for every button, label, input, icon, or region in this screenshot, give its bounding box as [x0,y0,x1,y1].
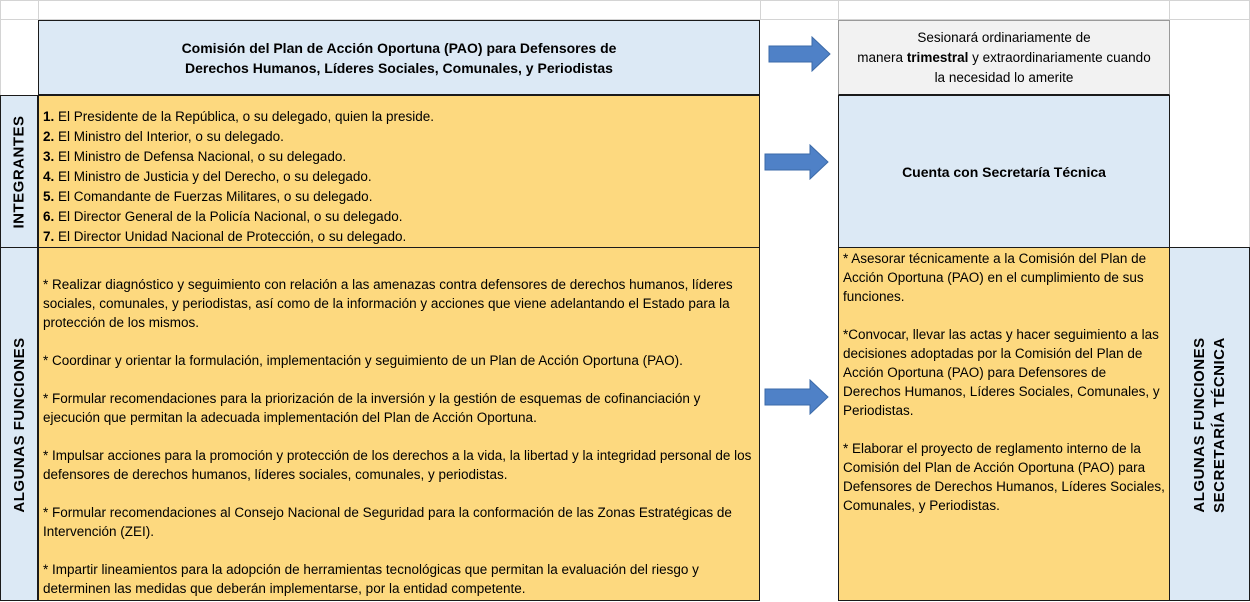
list-item: * Asesorar técnicamente a la Comisión del Plan de Acción Oportuna (PAO) en el cumplimiento de sus funciones. [843,251,1147,304]
commission-title-line2: Derechos Humanos, Líderes Sociales, Comunales, y Periodistas [185,59,613,76]
integrantes-label-cell [0,95,38,248]
gridline [1169,0,1170,20]
gridline [838,0,839,20]
list-item: * Formular recomendaciones para la priorización de la inversión y la gestión de esquemas de cofinanciación y ejecución que permitan la adecuada implementación del Plan de Acción Oportuna. [43,391,701,425]
session-note-line1: Sesionará ordinariamente de [917,29,1091,45]
commission-title-line1: Comisión del Plan de Acción Oportuna (PAO) para Defensores de [181,39,617,56]
session-frequency: trimestral [906,49,969,65]
funciones-label-cell [0,247,38,601]
gridline [0,0,1250,1]
list-item: *Convocar, llevar las actas y hacer seguimiento a las decisiones adoptadas por la Comisión del Plan de Acción Oportuna (PAO) para Defensores de Derechos Humanos, Líderes Sociales, Comunales, y Periodistas. [843,327,1160,418]
list-item: * Impartir lineamientos para la adopción de herramientas tecnológicas que permitan la evaluación del riesgo y determinen las medidas que deberán implementarse, por la entidad competente. [43,562,699,596]
list-item: 2. El Ministro del Interior, o su delegado. [43,129,284,144]
secretaria-box [838,95,1170,248]
list-item: 5. El Comandante de Fuerzas Militares, o su delegado. [43,189,373,204]
list-item: 1. El Presidente de la República, o su delegado, quien la preside. [43,109,435,124]
session-note-box [838,20,1170,95]
list-item: 7. El Director Unidad Nacional de Protección, o su delegado. [43,229,407,244]
integrantes-list [38,95,760,248]
list-item: 6. El Director General de la Policía Nacional, o su delegado. [43,209,403,224]
gridline [760,0,761,20]
commission-title-box [38,20,760,95]
list-item: * Formular recomendaciones al Consejo Nacional de Seguridad para la conformación de las Zonas Estratégicas de Intervención (ZEI). [43,505,732,539]
integrantes-label: INTEGRANTES [10,115,28,229]
gridline [38,0,39,20]
list-item: * Realizar diagnóstico y seguimiento con relación a las amenazas contra defensores de derechos humanos, líderes sociales, comunales, y periodistas, así como de la información y acciones que viene adelantando el Estado para la protección de los mismos. [43,277,733,330]
funciones-st-label: ALGUNAS FUNCIONES SECRETARÍA TÉCNICA [1191,337,1228,513]
list-item: 4. El Ministro de Justicia y del Derecho, o su delegado. [43,169,372,184]
list-item: * Coordinar y orientar la formulación, implementación y seguimiento de un Plan de Acción Oportuna (PAO). [43,353,683,368]
list-item: 3. El Ministro de Defensa Nacional, o su delegado. [43,149,347,164]
session-note-line3: la necesidad lo amerite [934,69,1074,85]
arrow-right-icon [764,144,830,180]
secretaria-label: Cuenta con Secretaría Técnica [902,163,1106,180]
funciones-st-list [838,247,1170,601]
list-item: * Impulsar acciones para la promoción y protección de los derechos a la vida, la libertad y la integridad personal de los defensores de derechos humanos, líderes sociales, comunales, y periodistas. [43,448,752,482]
list-item: * Elaborar el proyecto de reglamento interno de la Comisión del Plan de Acción Oportuna (PAO) para Defensores de Derechos Humanos, Líderes Sociales, Comunales, y Periodistas. [843,441,1165,513]
arrow-right-icon [768,36,832,72]
funciones-list [38,247,760,601]
funciones-st-label-cell [1169,247,1250,601]
funciones-label: ALGUNAS FUNCIONES [11,337,28,513]
session-note-line2: manera trimestral y extraordinariamente cuando [857,49,1151,65]
arrow-right-icon [764,379,830,415]
